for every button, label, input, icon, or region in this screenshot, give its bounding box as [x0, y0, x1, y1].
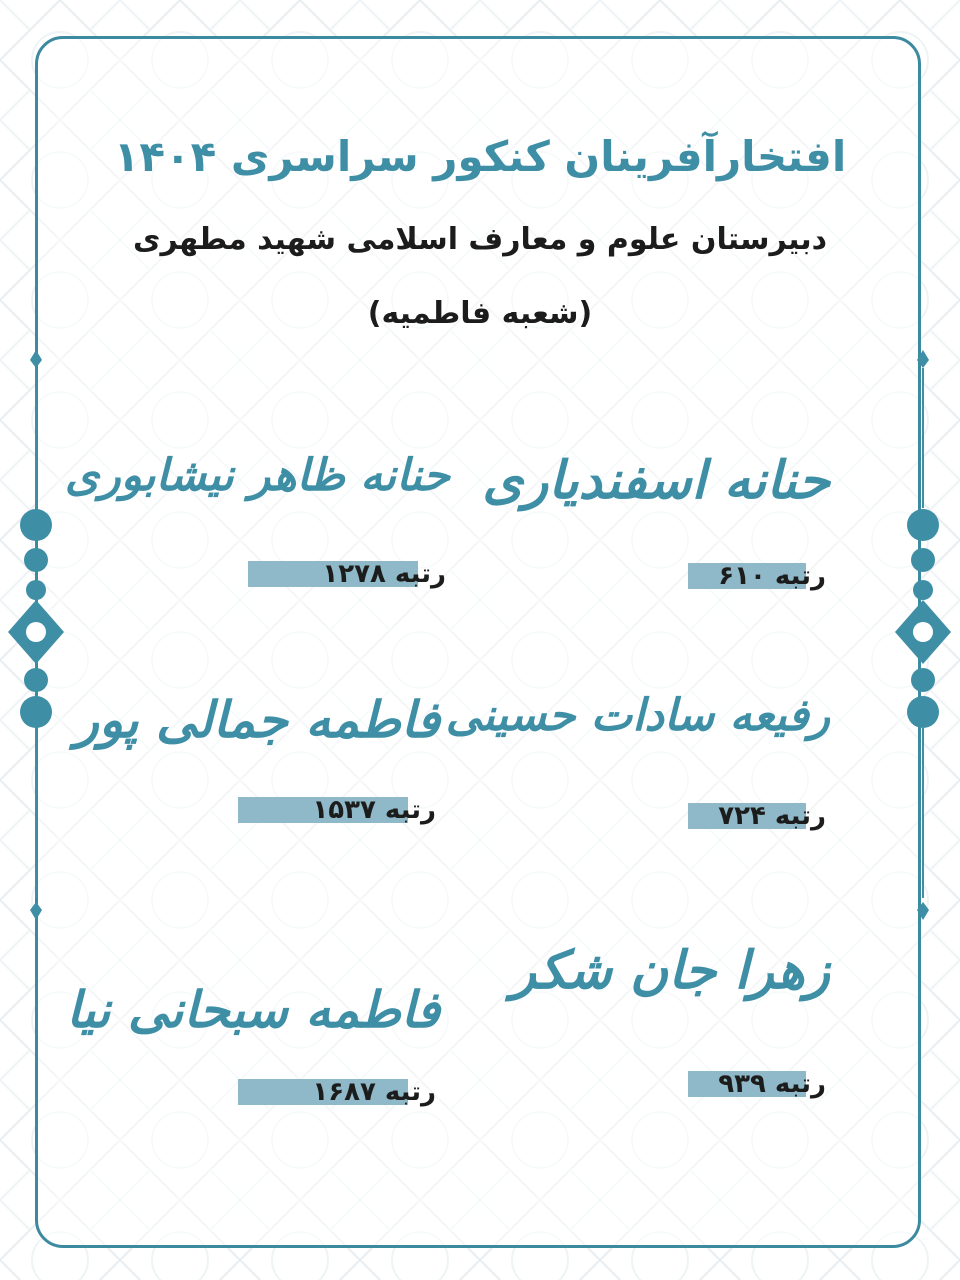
student-name: فاطمه سبحانی نیا	[66, 980, 440, 1039]
student-card	[445, 680, 860, 850]
rank-badge	[714, 1068, 830, 1100]
student-card	[66, 930, 460, 1107]
rank-badge	[318, 558, 450, 590]
student-card	[64, 440, 460, 610]
rank-label: رتبه ۹۳۹	[718, 1069, 826, 1099]
rank-label: رتبه ۶۱۰	[718, 561, 826, 591]
rank-label: رتبه ۷۲۴	[718, 801, 826, 831]
student-name: حنانه اسفندیاری	[482, 450, 830, 511]
page-title: افتخارآفرینان کنکور سراسری ۱۴۰۴	[113, 132, 847, 181]
student-name: زهرا جان شکر	[510, 940, 830, 1001]
student-card	[480, 440, 860, 610]
student-name: رفیعه سادات حسینی	[445, 690, 830, 741]
school-name: دبیرستان علوم و معارف اسلامی شهید مطهری	[132, 222, 828, 257]
rank-badge	[714, 800, 830, 832]
student-card	[480, 930, 860, 1100]
rank-badge	[714, 560, 830, 592]
rank-label: رتبه ۱۶۸۷	[312, 1077, 436, 1107]
branch-name: (شعبه فاطمیه)	[367, 296, 593, 331]
rank-badge	[308, 1076, 440, 1108]
right-ornament-icon	[893, 350, 953, 920]
left-ornament-icon	[6, 350, 66, 920]
rank-label: رتبه ۱۲۷۸	[322, 559, 446, 589]
rank-label: رتبه ۱۵۳۷	[312, 795, 436, 825]
student-name: فاطمه جمالی پور	[74, 690, 440, 749]
student-name: حنانه ظاهر نیشابوری	[64, 450, 450, 501]
rank-badge	[308, 794, 440, 826]
student-card	[74, 680, 460, 850]
